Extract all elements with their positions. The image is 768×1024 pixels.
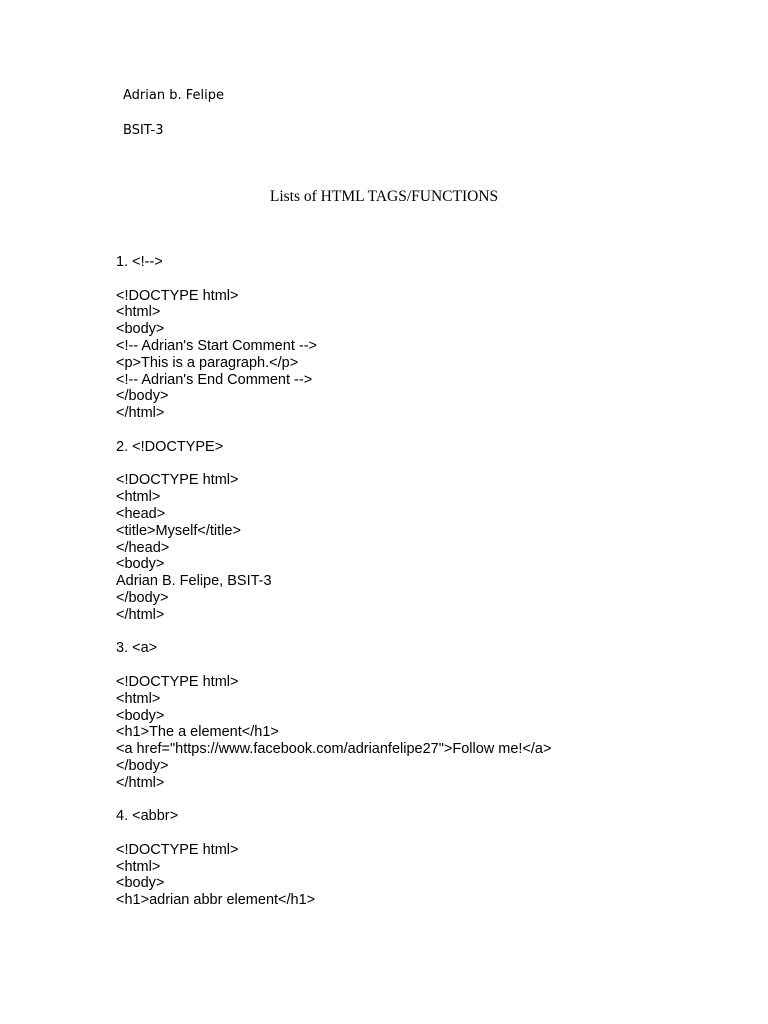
- code-line: <html>: [116, 690, 161, 707]
- code-line: <body>: [116, 556, 165, 573]
- section-heading: 1. <!-->: [116, 254, 163, 270]
- tag-section: [116, 640, 756, 791]
- tag-section: [116, 254, 756, 422]
- section-heading: 4. <abbr>: [116, 808, 179, 825]
- code-line: <h1>The a element</h1>: [116, 724, 279, 741]
- code-example: [116, 842, 756, 909]
- code-line: <a href="https://www.facebook.com/adrianfelipe27">Follow me!</a>: [116, 741, 552, 758]
- tag-section: [116, 439, 756, 624]
- code-line: <!DOCTYPE html>: [116, 841, 239, 858]
- code-line: <body>: [116, 321, 165, 338]
- code-line: <html>: [116, 304, 161, 321]
- code-line: <!DOCTYPE html>: [116, 472, 239, 489]
- author-block: [123, 87, 224, 140]
- code-line: <!-- Adrian's Start Comment -->: [116, 337, 317, 354]
- code-line: </html>: [116, 774, 165, 791]
- code-line: <p>This is a paragraph.</p>: [116, 354, 299, 371]
- document-title: Lists of HTML TAGS/FUNCTIONS: [269, 188, 499, 205]
- code-line: <head>: [116, 505, 166, 522]
- code-line: </html>: [116, 606, 165, 623]
- code-line: <html>: [116, 858, 161, 875]
- code-line: <!DOCTYPE html>: [116, 673, 239, 690]
- code-line: <h1>adrian abbr element</h1>: [116, 892, 316, 909]
- author-name: Adrian b. Felipe: [123, 88, 224, 103]
- sections-list: [116, 254, 756, 909]
- author-class: BSIT-3: [123, 123, 164, 138]
- code-line: </body>: [116, 589, 169, 606]
- code-line: </body>: [116, 388, 169, 405]
- code-example: [116, 674, 756, 792]
- code-line: <body>: [116, 707, 165, 724]
- section-heading: 3. <a>: [116, 640, 158, 657]
- tag-section: [116, 808, 756, 909]
- code-line: </head>: [116, 539, 170, 556]
- code-line: </body>: [116, 757, 169, 774]
- code-line: <!-- Adrian's End Comment -->: [116, 371, 313, 388]
- section-heading: 2. <!DOCTYPE>: [116, 438, 224, 455]
- code-line: <!DOCTYPE html>: [116, 287, 239, 304]
- code-line: <body>: [116, 875, 165, 892]
- code-line: <title>Myself</title>: [116, 522, 241, 539]
- code-line: Adrian B. Felipe, BSIT-3: [116, 573, 272, 590]
- code-example: [116, 288, 756, 422]
- code-example: [116, 472, 756, 623]
- code-line: <html>: [116, 489, 161, 506]
- code-line: </html>: [116, 405, 165, 422]
